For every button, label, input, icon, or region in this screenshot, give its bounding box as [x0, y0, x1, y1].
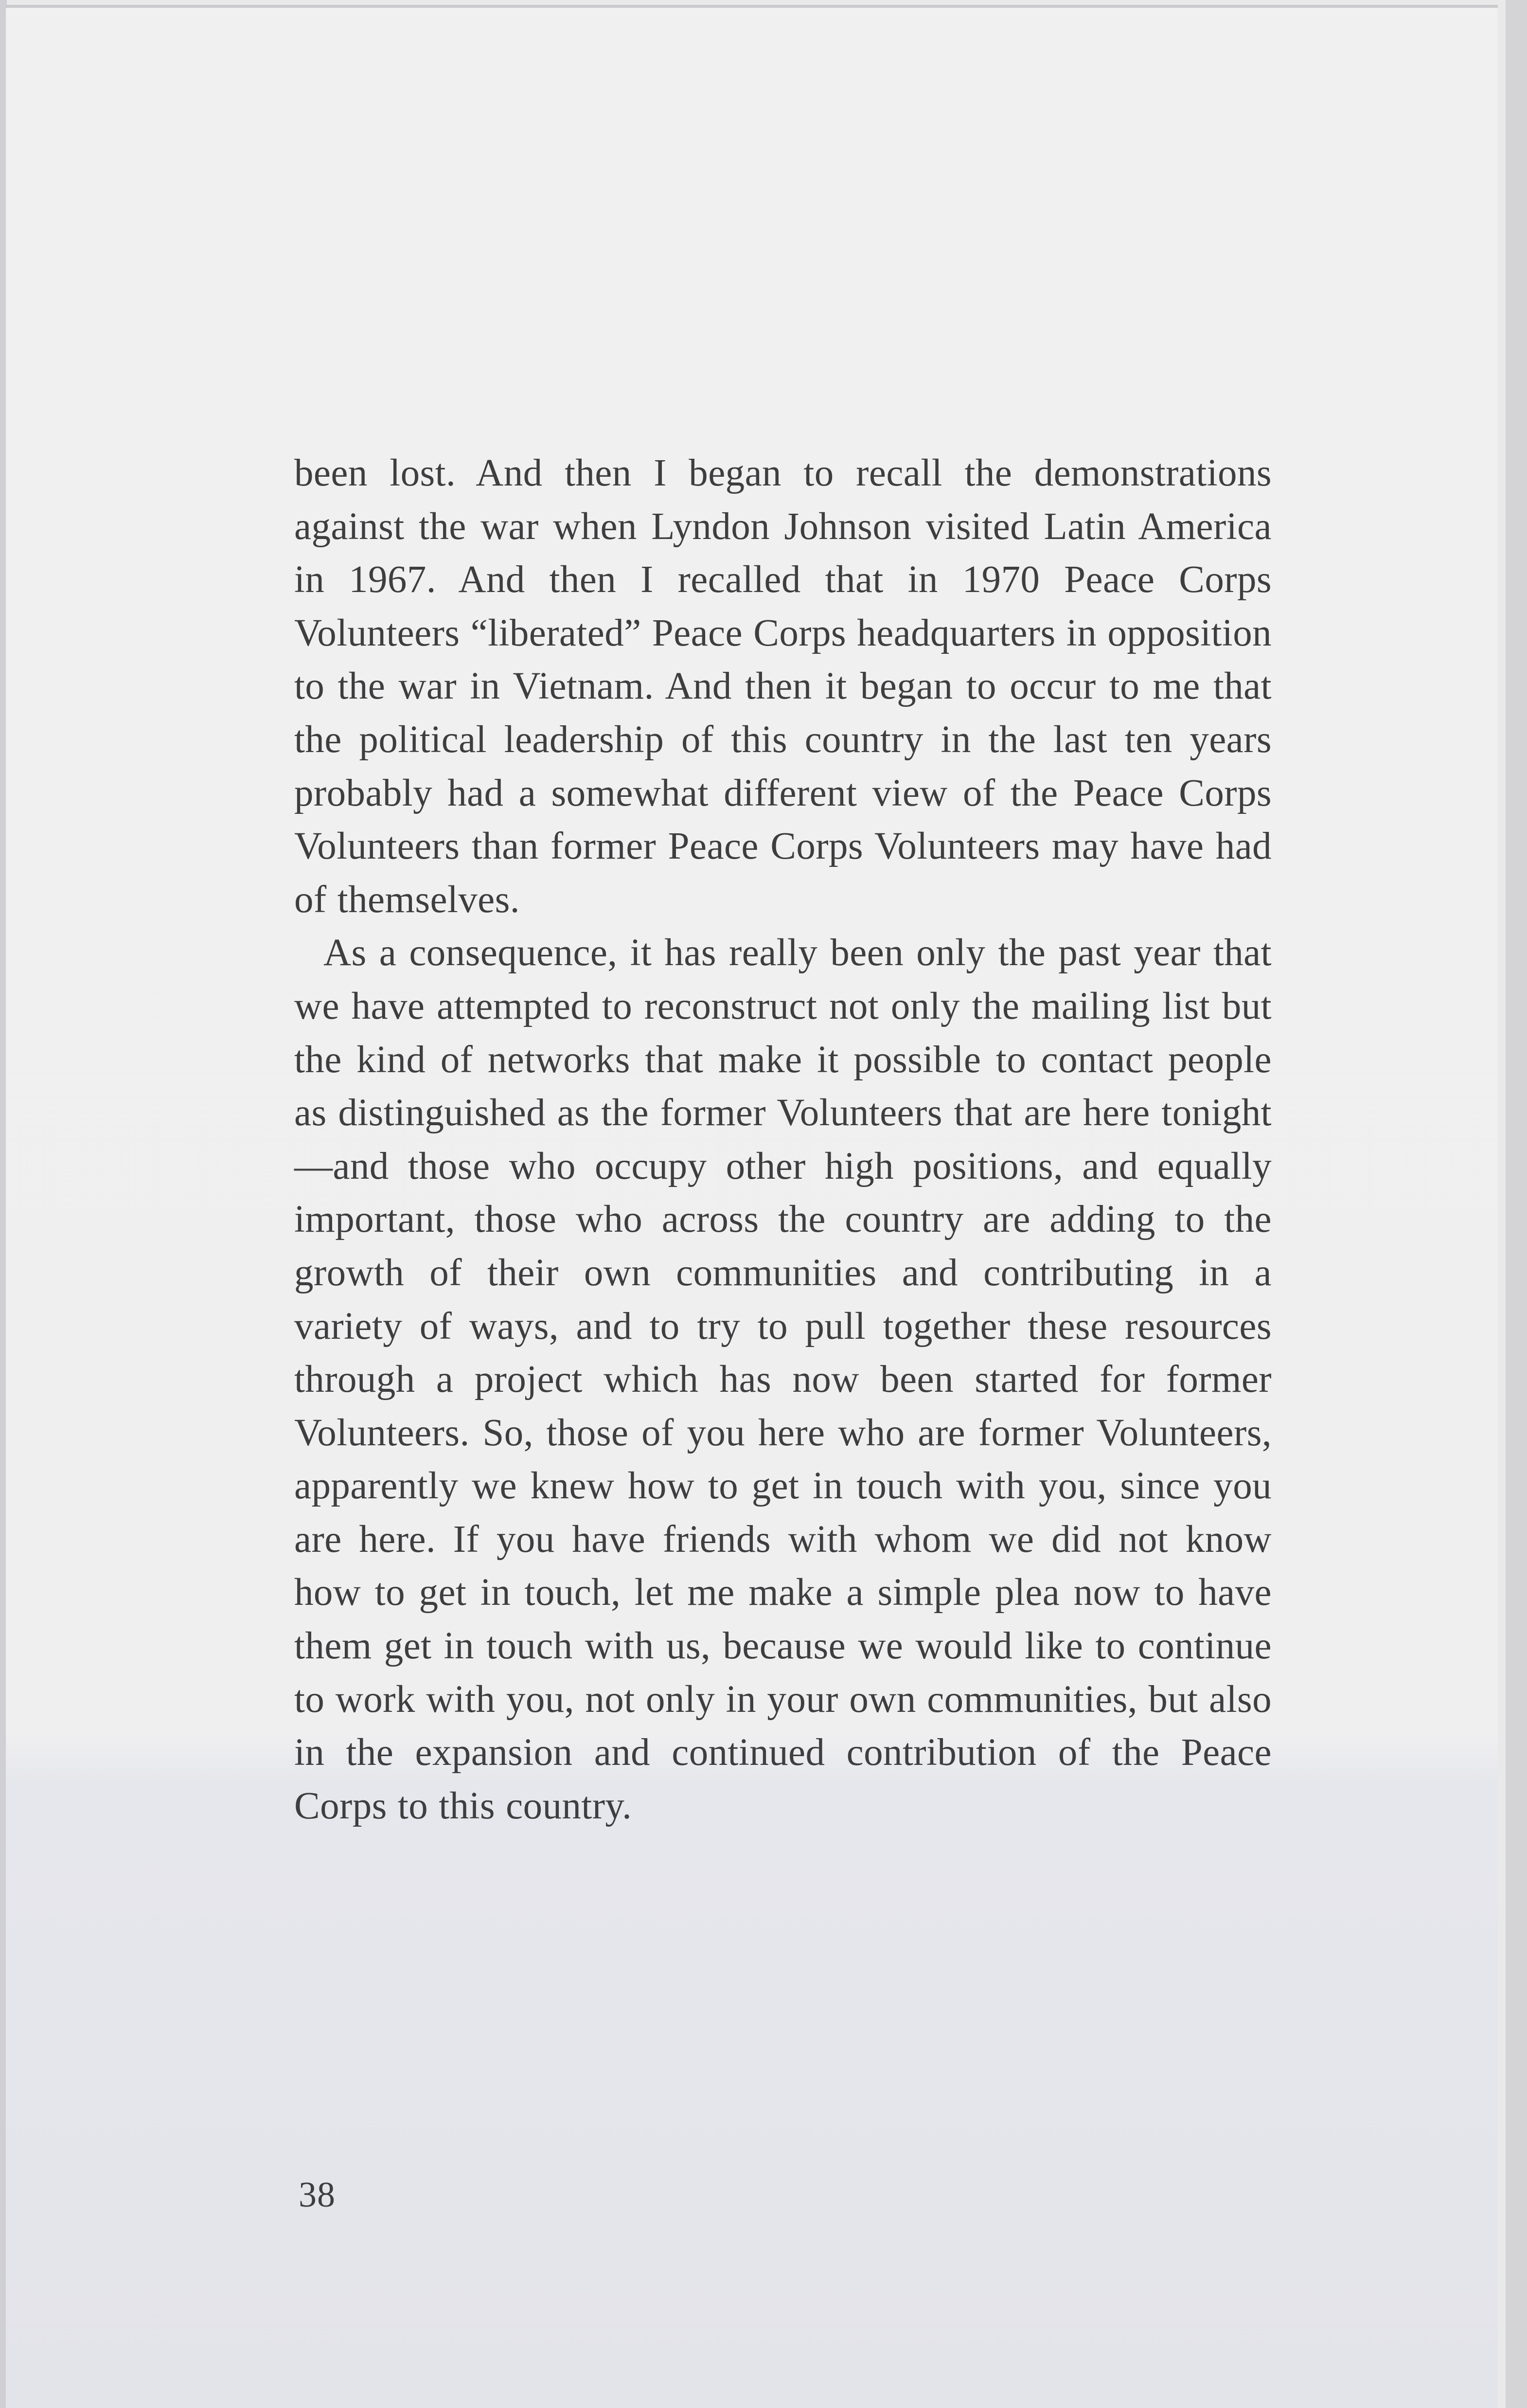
paragraph-2: As a consequence, it has really been only the past year that we have attempted to reconstruct not only the mailing list but the kind of networks that make it possible to contact people as distinguished as the former Volunteers that are here tonight—and those who occupy other high positions, and equally important, those who across the country are adding to the growth of their own communities and contributing in a variety of ways, and to try to pull together these resources through a project which has now been started for former Volunteers. So, those of you here who are former Volunteers, apparently we knew how to get in touch with you, since you are here. If you have friends with whom we did not know how to get in touch, let me make a simple plea now to have them get in touch with us, because we would like to continue to work with you, not only in your own communities, but also in the expansion and continued contribution of the Peace Corps to this country.	[294, 932, 1272, 1827]
scan-right-edge	[1506, 0, 1527, 2408]
page-number: 38	[299, 2175, 336, 2215]
body-text	[294, 447, 1272, 1833]
paragraph-1: been lost. And then I began to recall the demonstrations against the war when Lyndon Johnson visited Latin America in 1967. And then I recalled that in 1970 Peace Corps Volunteers “liberated” Peace Corps headquarters in opposition to the war in Vietnam. And then it began to occur to me that the political leadership of this country in the last ten years probably had a somewhat different view of the Peace Corps Volunteers than former Peace Corps Volunteers may have had of themselves.	[294, 452, 1272, 921]
